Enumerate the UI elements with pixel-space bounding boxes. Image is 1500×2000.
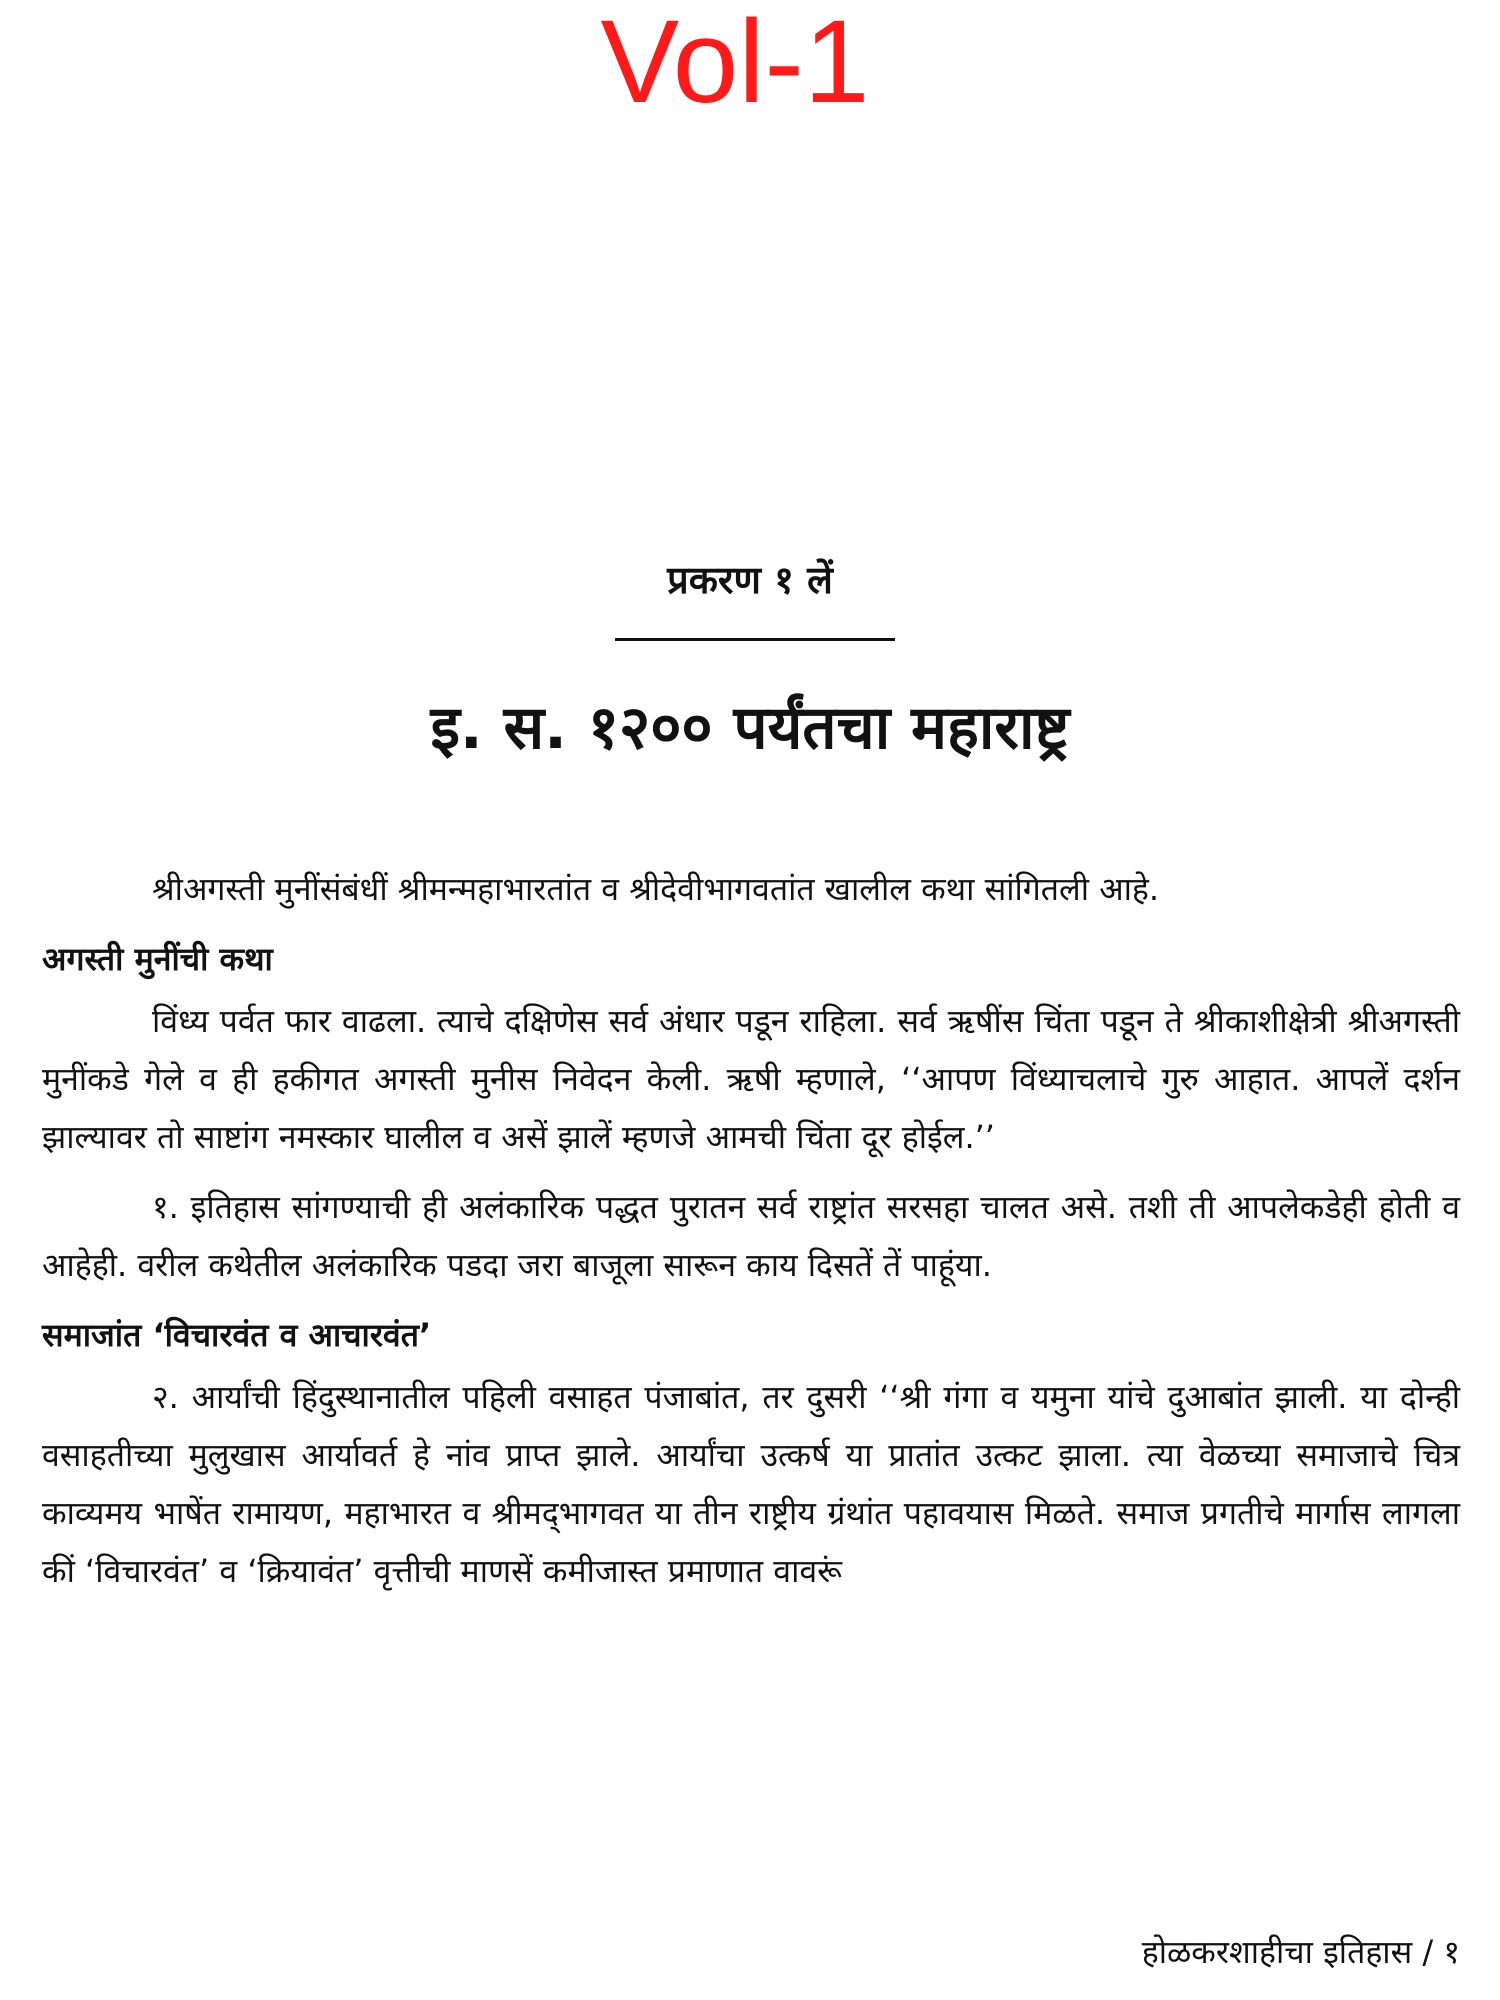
body-text: [42, 860, 1460, 1612]
paragraph-2: २. आर्यांची हिंदुस्थानातील पहिली वसाहत पंजाबांत, तर दुसरी ‘‘श्री गंगा व यमुना यांचे दुआबांत झाली. या दोन्ही वसाहतीच्या मुलुखास आर्यावर्त हे नांव प्राप्त झाले. आर्यांचा उत्कर्ष या प्रातांत उत्कट झाला. त्या वेळच्या समाजाचे चित्र काव्यमय भाषेंत रामायण, महाभारत व श्रीमद्‌भागवत या तीन राष्ट्रीय ग्रंथांत पहावयास मिळते. समाज प्रगतीचे मार्गास लागला कीं ‘विचारवंत’ व ‘क्रियावंत’ वृत्तीची माणसें कमीजास्त प्रमाणात वावरूं: [42, 1378, 1460, 1590]
section-heading-agasti: अगस्ती मुनींची कथा: [42, 940, 273, 978]
section-heading-society: समाजांत ‘विचारवंत व आचारवंत’: [42, 1316, 432, 1354]
chapter-title: इ. स. १२०० पर्यंतचा महाराष्ट्र: [430, 693, 1070, 763]
volume-label: Vol-1: [600, 0, 870, 128]
intro-paragraph: श्रीअगस्ती मुनींसंबंधीं श्रीमन्महाभारतांत व श्रीदेवीभागवतांत खालील कथा सांगितली आहे.: [152, 870, 1160, 908]
chapter-divider: [615, 638, 895, 641]
page-footer: होळकरशाहीचा इतिहास / १: [1141, 1933, 1460, 1971]
paragraph-agasti-story: विंध्य पर्वत फार वाढला. त्याचे दक्षिणेस सर्व अंधार पडून राहिला. सर्व ऋषींस चिंता पडून ते श्रीकाशीक्षेत्री श्रीअगस्ती मुनींकडे गेले व ही हकीगत अगस्ती मुनीस निवेदन केली. ऋषी म्हणाले, ‘‘आपण विंध्याचलाचे गुरु आहात. आपलें दर्शन झाल्यावर तो साष्टांग नमस्कार घालील व असें झालें म्हणजे आमची चिंता दूर होईल.’’: [42, 1002, 1460, 1156]
paragraph-1: १. इतिहास सांगण्याची ही अलंकारिक पद्धत पुरातन सर्व राष्ट्रांत सरसहा चालत असे. तशी ती आपलेकडेही होती व आहेही. वरील कथेतील अलंकारिक पडदा जरा बाजूला सारून काय दिसतें तें पाहूंया.: [42, 1188, 1460, 1284]
chapter-label: प्रकरण १ लें: [667, 558, 833, 602]
